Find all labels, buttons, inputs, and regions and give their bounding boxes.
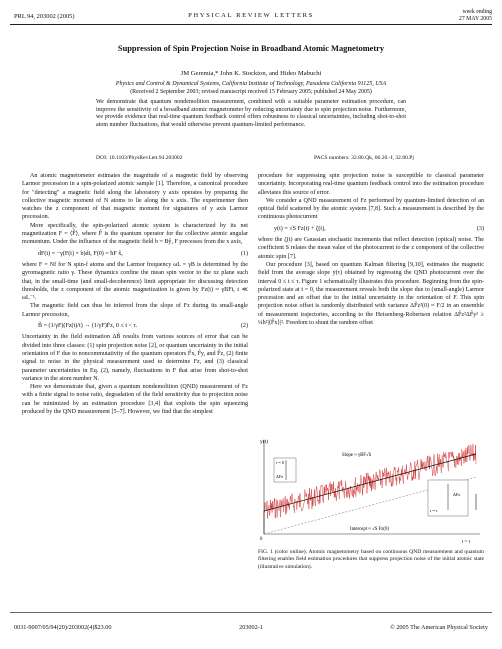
issn-code: 0031-9007/05/94(20)/203002(4)$23.00 — [14, 624, 112, 631]
inset-dFz-label: ΔFz — [453, 492, 461, 497]
equation-body: dF(t) = −γ(F(t) × b)dt, F(0) = ħF x̂, — [38, 250, 123, 257]
equation-body: y(t) = √S Fz(t) + ζ(t), — [274, 225, 326, 232]
equation-number: (1) — [240, 250, 248, 257]
slope-label: Slope ≈ γBF√S — [342, 453, 372, 458]
week-date: 27 MAY 2005 — [458, 15, 492, 22]
dFz-label: ΔFz — [276, 474, 284, 479]
intercept-label: Intercept ≈ √S Fz(0) — [350, 527, 389, 532]
paragraph: We consider a QND measurement of Fz performed by quantum-limited detection of an optical field scattered by the atomic system [7,8]. Such a measurement is described by the continuous photocurrent — [258, 197, 484, 221]
right-column — [258, 172, 484, 327]
equation-number: (3) — [476, 225, 484, 232]
paragraph: The magnetic field can thus be inferred from the slope of Fz during its small-angle Larmor precession, — [22, 303, 248, 318]
left-column — [22, 172, 248, 416]
journal-ref: PRL 94, 203002 (2005) — [14, 13, 75, 20]
figure-1 — [258, 434, 484, 546]
journal-name: PHYSICAL REVIEW LETTERS — [188, 12, 314, 19]
footer-rule — [10, 612, 492, 613]
paragraph: Uncertainty in the field estimation ΔB̃ results from various sources of error that can be divided into three classes: (1) spin projection noise [2], or quantum uncertainty in the initial orientation of F due to noncommutativity of the quantum operators F̂x, F̂y, and F̂z, (2) finite signal to noise in the physical measurement used to determine Fz, and (3) classical parameter uncertainties in Eq. (2), namely, fluctuations in F that arise from shot-to-shot variance in the atom number N. — [22, 334, 248, 382]
equation-body: B̃ = (1/γF)(Fz(t)/t) → (1/γF)Ḟz, 0 ≤ t < τ. — [38, 323, 138, 330]
tau-axis-label: t = τ — [462, 540, 471, 545]
paragraph: procedure for suppressing spin projection noise is susceptible to classical parameter uncertainty. Incorporating real-time quantum feedback control into the estimation procedure alleviates this source of error. — [258, 173, 484, 196]
doi: DOI: 10.1103/PhysRevLett.94.203002 — [96, 155, 183, 161]
received-dates: (Received 2 September 2003; revised manuscript received 15 February 2005; published 24 May 2005) — [130, 89, 372, 95]
t0-label: t = 0 — [276, 460, 285, 465]
equation-3 — [258, 223, 484, 235]
y-axis-label: y(t) — [260, 439, 268, 445]
issue-date — [459, 9, 492, 22]
header-rule — [10, 24, 492, 25]
page-number: 203002-1 — [239, 624, 263, 631]
paragraph: where the ζ(t) are Gaussian stochastic increments that reflect detection (optical) noise. The coefficient S relates the mean value of the photocurrent to the z component of the collective atomic spin [7]. — [258, 237, 484, 260]
paragraph: An atomic magnetometer estimates the magnitude of a magnetic field by observing Larmor precession in a spin-polarized atomic sample [1]. Therefore, a canonical procedure for "detecting" a magnetic field along the laboratory y axis operates by preparing the collective magnetic moment of N atoms to lie along the x axis. The experimenter then watches the z component of that magnetic moment for signatures of y axis Larmor precession. — [22, 173, 248, 221]
paragraph: Here we demonstrate that, given a quantum nondemolition (QND) measurement of Fz with a finite signal to noise ratio, degradation of the field sensitivity due to projection noise can be minimized by an estimation procedure [3,4] that exploits the spin squeezing produced by the QND measurement [5–7]. However, we find that the simplest — [22, 384, 248, 416]
copyright: © 2005 The American Physical Society — [390, 624, 488, 631]
paper-title: Suppression of Spin Projection Noise in Broadband Atomic Magnetometry — [117, 44, 385, 53]
equation-2 — [22, 320, 248, 332]
origin-label: 0 — [260, 537, 263, 542]
affiliation: Physics and Control & Dynamical Systems, California Institute of Technology, Pasadena California 91125, USA — [115, 81, 387, 87]
paragraph: Our procedure [3], based on quantum Kalman filtering [9,10], estimates the magnetic field from the average slope ẏ(τ) obtained by regressing the QND photocurrent over the interval 0 ≤ t ≤ τ. Figure 1 schematically illustrates this procedure. Beginning from the spin-polarized state at t = 0, the measurement reveals both the slope due to (small-angle) Larmor precession and an offset due to the initial uncertainty in the orientation of F. This spin projection noise offset is randomly distributed with variance ΔF̂z²(0) ≈ F/2 in an ensemble of measurement trajectories, according to the Heisenberg-Robertson relation ΔF̂z²ΔF̂y² ≥ ¼ħ²|⟨F̂x⟩|². Freedom to shunt the random offset — [258, 261, 484, 327]
week-label: week ending — [462, 9, 492, 15]
abstract: We demonstrate that quantum nondemolition measurement, combined with a suitable parameter estimation procedure, can improve the sensitivity of a broadband atomic magnetometer by reducing uncertainty due to spin projection noise. Furthermore, we provide evidence that real-time quantum feedback control offers robustness to classical uncertainties, including shot-to-shot atom number fluctuations, that would otherwise prevent quantum-limited performance. — [96, 99, 406, 128]
equation-1 — [22, 248, 248, 260]
figure-caption: FIG. 1 (color online). Atomic magnetometry based on continuous QND measurement and quantum filtering enables field estimation procedures that suppress projection noise of the initial atomic state (illustrative simulation). — [258, 549, 484, 570]
paragraph: More specifically, the spin-polarized atomic system is characterized by its net magnetization F = ⟨F̂⟩, where F̂ is the quantum operator for the collective atomic angular momentum. Under the influence of the magnetic field b = Bŷ, F precesses from the x axis, — [22, 222, 248, 246]
authors: JM Geremia,* John K. Stockton, and Hideo Mabuchi — [180, 70, 322, 77]
equation-number: (2) — [240, 323, 248, 330]
paragraph: where F = Nf for N spin-f atoms and the Larmor frequency ωL = γB is determined by the gyromagnetic ratio γ. These dynamics confine the mean spin vector to the xz plane such that, in the small-time (and small-decoherence) limit appropriate for discussing detection thresholds, the z component of the atomic magnetization is given by Fz(t) ≈ γBFt, t ≪ ωL⁻¹. — [22, 261, 248, 302]
inset-tau-label: t = τ — [430, 508, 438, 513]
pacs-numbers: PACS numbers: 32.80.Qk, 06.20.-f, 32.80.Pj — [314, 155, 414, 161]
